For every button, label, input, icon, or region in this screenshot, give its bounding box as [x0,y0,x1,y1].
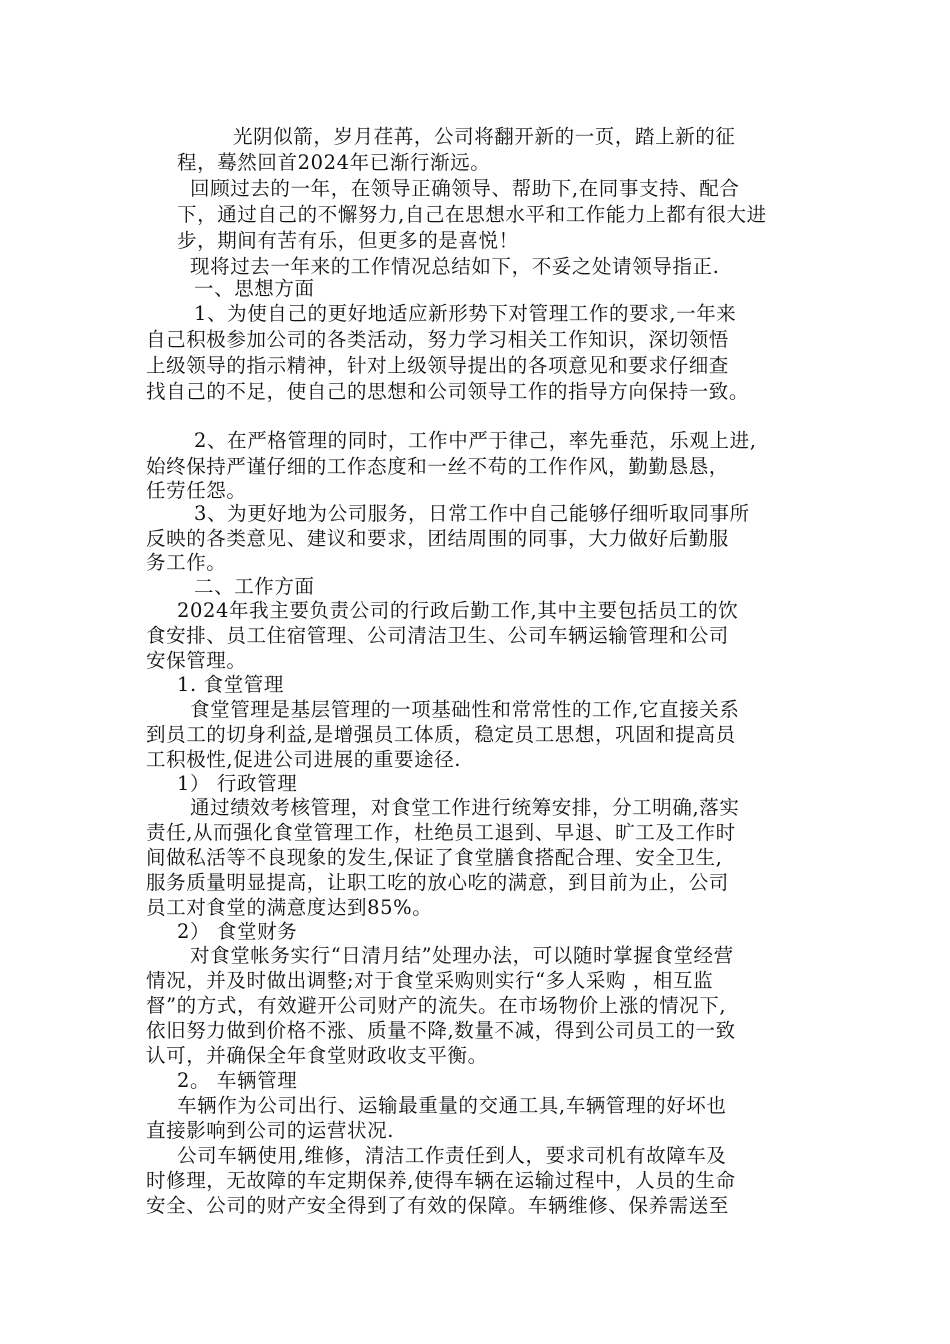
paragraph-thought-1-line-4: 找自己的不足，使自己的思想和公司领导工作的指导方向保持一致。 [146,380,750,403]
paragraph-thought-2-line-3: 任劳任怨。 [146,479,247,502]
paragraph-thought-1-line-2: 自己积极参加公司的各类活动，努力学习相关工作知识，深切领悟 [146,328,729,351]
paragraph-intro-3-line-1: 现将过去一年来的工作情况总结如下，不妥之处请领导指正. [190,255,720,278]
paragraph-vehicle-detail-line-2: 时修理，无故障的车定期保养,使得车辆在运输过程中，人员的生命 [146,1169,736,1192]
paragraph-vehicle-detail-line-3: 安全、公司的财产安全得到了有效的保障。车辆维修、保养需送至 [146,1194,729,1217]
paragraph-work-intro-line-2: 食安排、员工住宿管理、公司清洁卫生、公司车辆运输管理和公司 [146,624,729,647]
paragraph-thought-2-line-2: 始终保持严谨仔细的工作态度和一丝不苟的工作作风，勤勤恳恳， [146,455,729,478]
paragraph-thought-3-line-3: 务工作。 [146,551,227,574]
paragraph-thought-3-line-2: 反映的各类意见、建议和要求，团结周围的同事，大力做好后勤服 [146,527,729,550]
paragraph-work-intro-line-1: 2024年我主要负责公司的行政后勤工作,其中主要包括员工的饮 [177,599,739,622]
paragraph-thought-2-line-1: 2、在严格管理的同时，工作中严于律己，率先垂范，乐观上进, [194,429,757,452]
paragraph-vehicle-intro-line-2: 直接影响到公司的运营状况. [146,1119,394,1142]
subheading-vehicle: 2。 车辆管理 [177,1069,298,1092]
subheading-admin: 1） 行政管理 [177,772,298,795]
paragraph-canteen-intro-line-2: 到员工的切身利益,是增强员工体质，稳定员工思想，巩固和提高员 [146,723,736,746]
paragraph-thought-1-line-1: 1、为使自己的更好地适应新形势下对管理工作的要求,一年来 [194,302,737,325]
paragraph-vehicle-detail-line-1: 公司车辆使用,维修，清洁工作责任到人，要求司机有故障车及 [177,1144,727,1167]
paragraph-thought-3-line-1: 3、为更好地为公司服务，日常工作中自己能够仔细听取同事所 [194,502,750,525]
paragraph-admin-line-5: 员工对食堂的满意度达到85%。 [146,896,433,919]
paragraph-admin-line-1: 通过绩效考核管理，对食堂工作进行统筹安排，分工明确,落实 [190,796,740,819]
subheading-canteen: 1. 食堂管理 [177,673,285,696]
paragraph-admin-line-3: 间做私活等不良现象的发生,保证了食堂膳食搭配合理、安全卫生, [146,846,723,869]
paragraph-canteen-intro-line-1: 食堂管理是基层管理的一项基础性和常常性的工作,它直接关系 [190,698,740,721]
paragraph-intro-2-line-3: 步，期间有苦有乐，但更多的是喜悦！ [177,229,519,252]
subheading-finance: 2） 食堂财务 [177,920,298,943]
paragraph-finance-line-2: 情况，并及时做出调整;对于食堂采购则实行“多人采购 ，相互监 [146,969,714,992]
paragraph-work-intro-line-3: 安保管理。 [146,649,247,672]
paragraph-intro-1-line-1: 光阴似箭，岁月荏苒，公司将翻开新的一页，踏上新的征 [233,125,736,148]
paragraph-canteen-intro-line-3: 工积极性,促进公司进展的重要途径. [146,748,462,771]
paragraph-intro-2-line-2: 下，通过自己的不懈努力,自己在思想水平和工作能力上都有很大进 [177,203,767,226]
paragraph-finance-line-1: 对食堂帐务实行“日清月结”处理办法，可以随时掌握食堂经营 [190,944,734,967]
paragraph-finance-line-4: 依旧努力做到价格不涨、质量不降,数量不减，得到公司员工的一致 [146,1019,736,1042]
paragraph-intro-2-line-1: 回顾过去的一年，在领导正确领导、帮助下,在同事支持、配合 [190,177,740,200]
paragraph-intro-1-line-2: 程，蓦然回首2024年已渐行渐远。 [177,151,491,174]
paragraph-thought-1-line-3: 上级领导的指示精神，针对上级领导提出的各项意见和要求仔细查 [146,354,729,377]
paragraph-admin-line-2: 责任,从而强化食堂管理工作，杜绝员工退到、早退、旷工及工作时 [146,821,736,844]
section-heading-work: 二、工作方面 [194,575,315,598]
paragraph-vehicle-intro-line-1: 车辆作为公司出行、运输最重量的交通工具,车辆管理的好坏也 [177,1094,727,1117]
section-heading-thought: 一、思想方面 [194,277,315,300]
paragraph-finance-line-3: 督”的方式，有效避开公司财产的流失。在市场物价上涨的情况下, [146,994,727,1017]
paragraph-finance-line-5: 认可，并确保全年食堂财政收支平衡。 [146,1044,488,1067]
paragraph-admin-line-4: 服务质量明显提高，让职工吃的放心吃的满意，到目前为止，公司 [146,871,729,894]
